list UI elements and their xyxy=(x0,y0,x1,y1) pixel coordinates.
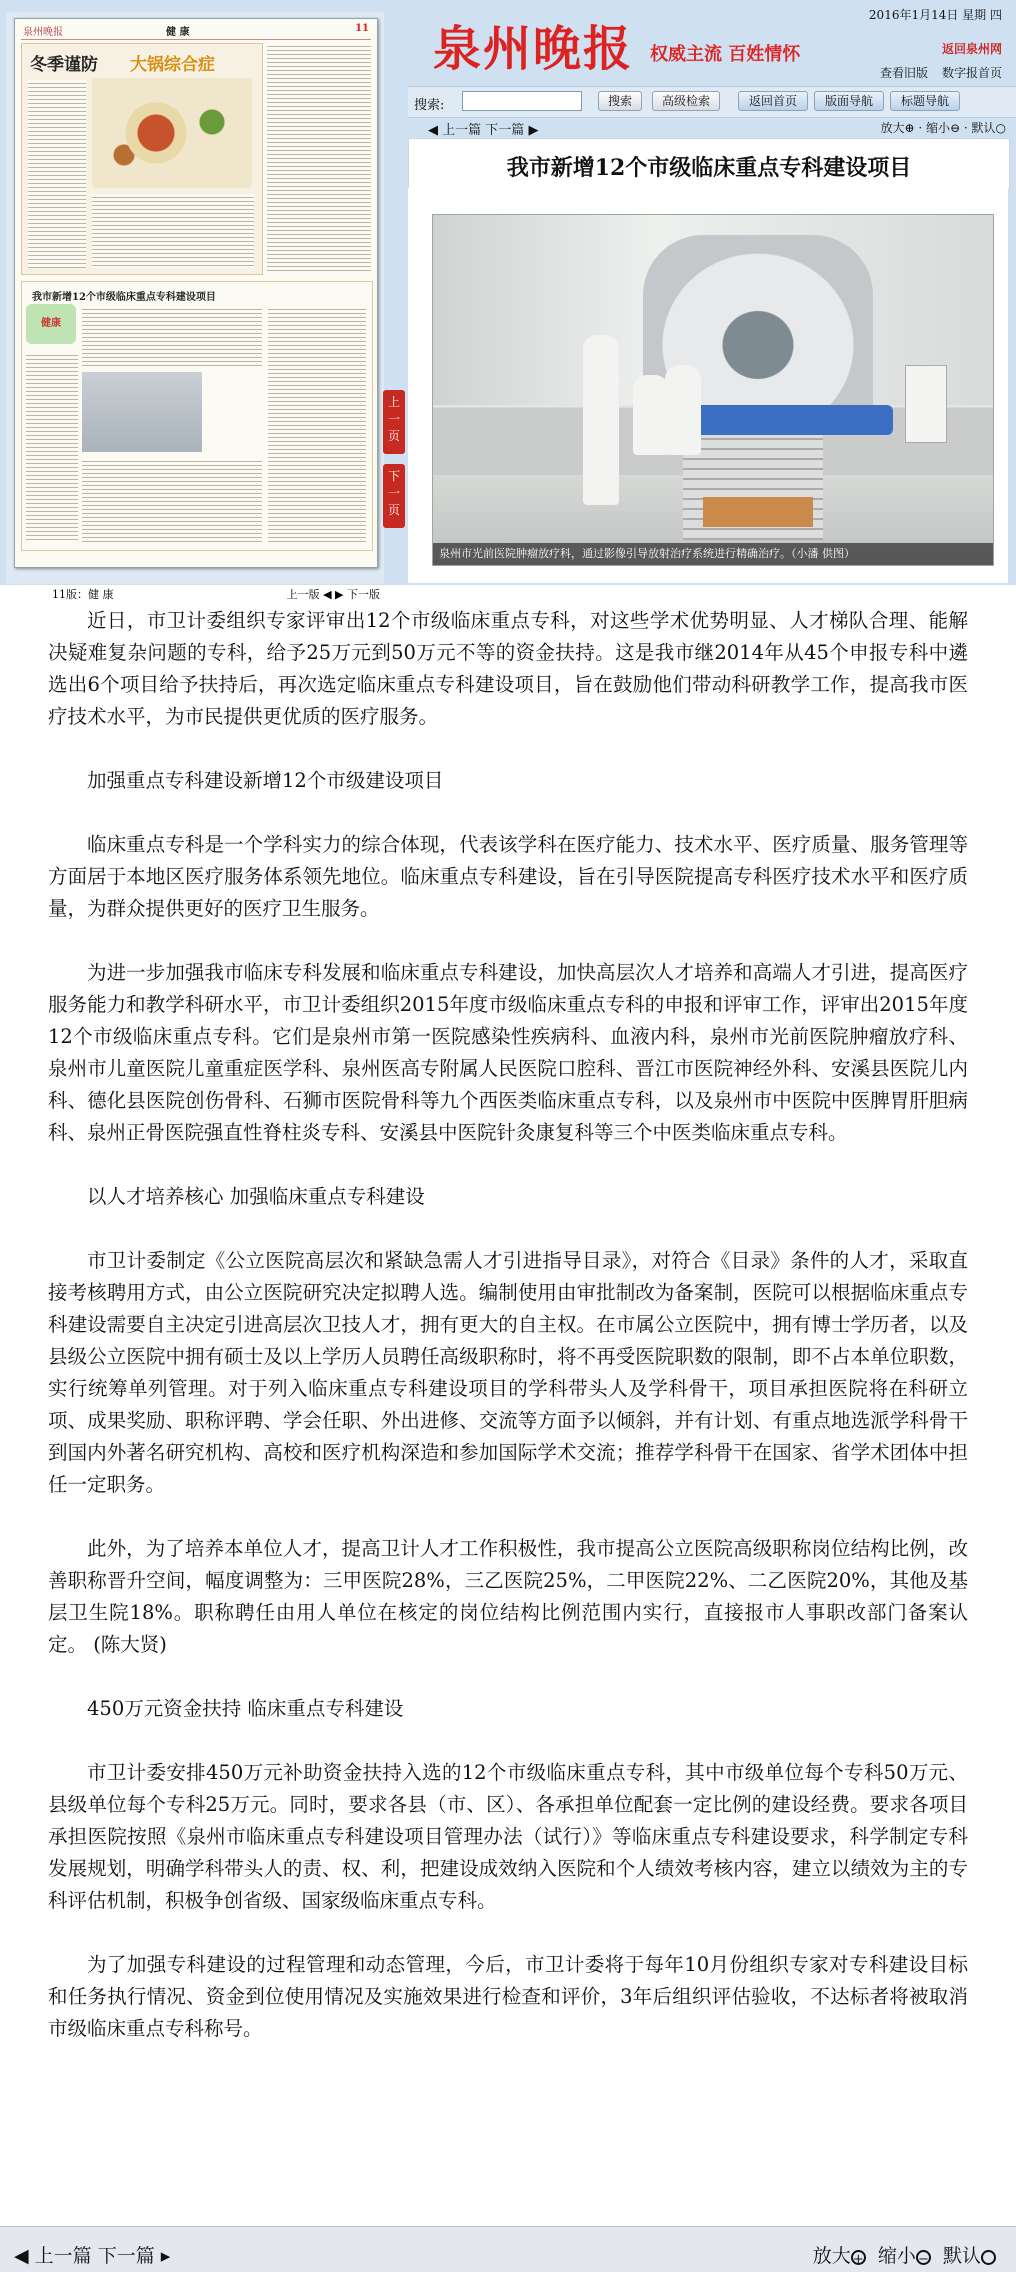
page-thumbnail[interactable] xyxy=(14,18,378,568)
thumb-story-title: 我市新增12个市级临床重点专科建设项目 xyxy=(32,292,216,303)
paragraph: 此外，为了培养本单位人才，提高卫计人才工作积极性，我市提高公立医院高级职称岗位结构比例，改善职称晋升空间，幅度调整为：三甲医院28%，三乙医院25%，二甲医院22%、二乙医院20%，其他及基层卫生院18%。职称聘任由用人单位在核定的岗位结构比例范围内实行，直接报市人事职改部门备案认定。 (陈大贤) xyxy=(48,1537,968,1656)
search-label: 搜索: xyxy=(414,98,445,113)
photo-caption: 泉州市光前医院肿瘤放疗科，通过影像引导放射治疗系统进行精确治疗。（小潘 供图） xyxy=(433,543,993,565)
minus-icon[interactable]: − xyxy=(916,2250,931,2265)
section-heading: 以人才培养核心 加强临床重点专科建设 xyxy=(87,1185,425,1208)
article-navbar xyxy=(408,116,1016,138)
thumb-text-column[interactable] xyxy=(267,43,371,273)
page-thumbnail-panel xyxy=(6,12,384,601)
thumb-section: 健 康 xyxy=(166,27,190,38)
thumb-text-column xyxy=(28,80,86,268)
thumb-masthead-logo: 泉州晚报 xyxy=(23,27,63,38)
title-nav-button[interactable]: 标题导航 xyxy=(890,91,960,111)
page-version-label: 11版：健 康 xyxy=(52,588,114,601)
prev-page-link[interactable]: 上一版 xyxy=(286,588,320,601)
next-article-link[interactable]: 下一篇 xyxy=(485,123,525,138)
zoom-out-button[interactable]: 缩小 xyxy=(925,121,950,135)
advanced-search-button[interactable]: 高级检索 xyxy=(652,91,720,111)
issue-date: 2016年1月14日 星期 四 xyxy=(868,8,1002,22)
thumb-story-block[interactable] xyxy=(21,281,373,551)
zoom-in-button[interactable]: 放大 xyxy=(880,121,905,135)
thumb-story-photo xyxy=(82,372,202,452)
bottom-zoom-in-button[interactable]: 放大 xyxy=(812,2245,851,2267)
thumb-masthead xyxy=(21,23,371,40)
paragraph: 市卫计委制定《公立医院高层次和紧缺急需人才引进指导目录》，对符合《目录》条件的人才，采取直接考核聘用方式，由公立医院研究决定拟聘人选。编制使用由审批制改为备案制，医院可以根据临床重点专科建设需要自主决定引进高层次卫技人才，拥有更大的自主权。在市属公立医院中，拥有博士学历者，以及县级公立医院中拥有硕士及以上学历人员聘任高级职称时，将不再受医院职数的限制，即不占本单位职数，实行统筹单列管理。对于列入临床重点专科建设项目的学科带头人及学科骨干，项目承担医院将在科研立项、成果奖励、职称评聘、学会任职、外出进修、交流等方面予以倾斜，并有计划、有重点地选派学科骨干到国内外著名研究机构、高校和医疗机构深造和参加国际学术交流；推荐学科骨干在国家、省学术团体中担任一定职务。 xyxy=(48,1249,968,1496)
photo-cabinet xyxy=(905,365,947,443)
bottom-bar xyxy=(0,2226,1016,2272)
thumb-feature-block[interactable] xyxy=(21,43,263,275)
search-bar xyxy=(408,86,1016,118)
bottom-default-button[interactable]: 默认 xyxy=(942,2245,981,2267)
paragraph: 临床重点专科是一个学科实力的综合体现，代表该学科在医疗能力、技术水平、医疗质量、服务管理等方面居于本地区医疗服务体系领先地位。临床重点专科建设，旨在引导医院提高专科医疗技术水平和医疗质量，为群众提供更好的医疗卫生服务。 xyxy=(48,833,968,920)
next-page-link[interactable]: 下一版 xyxy=(347,588,380,601)
view-old-link[interactable]: 查看旧版 xyxy=(879,66,928,80)
photo-stool xyxy=(703,497,813,527)
bottom-next-article-link[interactable]: 下一篇 xyxy=(97,2245,155,2267)
paragraph: 近日，市卫计委组织专家评审出12个市级临床重点专科，对这些学术优势明显、人才梯队合理、能解决疑难复杂问题的专科，给予25万元到50万元不等的资金扶持。这是我市继2014年从45个申报专科中遴选出6个项目给予扶持后，再次选定临床重点专科建设项目，旨在鼓励他们带动科研教学工作，提高我市医疗技术水平，为市民提供更优质的医疗服务。 xyxy=(48,609,968,728)
zoom-controls: 放大⊕ · 缩小⊖ · 默认○ xyxy=(880,121,1006,135)
photo-box xyxy=(408,188,1008,583)
plus-icon[interactable]: + xyxy=(851,2250,866,2265)
headline-box xyxy=(408,138,1010,190)
photo-doctor xyxy=(583,335,619,505)
thumb-text-column xyxy=(268,306,366,542)
article-body xyxy=(48,605,968,2045)
thumb-health-badge: 健康 xyxy=(26,304,76,344)
bottom-zoom-out-button[interactable]: 缩小 xyxy=(877,2245,916,2267)
thumb-text-column xyxy=(82,306,262,368)
next-page-button[interactable]: 下一页 xyxy=(383,464,405,528)
prev-page-button[interactable]: 上一页 xyxy=(383,390,405,454)
page-nav-button[interactable]: 版面导航 xyxy=(814,91,884,111)
search-input[interactable] xyxy=(462,91,582,111)
thumb-feature-subtitle: 大锅综合症 xyxy=(130,55,215,75)
photo-doctor xyxy=(633,375,669,455)
photo-doctor xyxy=(665,365,701,455)
thumb-footer xyxy=(42,586,382,600)
article-title: 我市新增12个市级临床重点专科建设项目 xyxy=(506,155,912,181)
zoom-default-button[interactable]: 默认 xyxy=(971,121,996,135)
paragraph: 市卫计委安排450万元补助资金扶持入选的12个市级临床重点专科，其中市级单位每个专科50万元、县级单位每个专科25万元。同时，要求各县（市、区）、各承担单位配套一定比例的建设经费。要求各项目承担医院按照《泉州市临床重点专科建设项目管理办法（试行）》等临床重点专科建设要求，科学制定专科发展规划，明确学科带头人的责、权、利，把建设成效纳入医院和个人绩效考核内容，建立以绩效为主的专科评估机制，积极争创省级、国家级临床重点专科。 xyxy=(48,1761,968,1912)
thumb-food-image xyxy=(92,78,252,188)
back-to-site-link[interactable]: 返回泉州网 xyxy=(941,42,1002,56)
thumb-page-number: 11 xyxy=(355,23,369,34)
digital-home-link[interactable]: 数字报首页 xyxy=(941,66,1002,80)
bottom-zoom-controls xyxy=(813,2241,996,2268)
back-home-button[interactable]: 返回首页 xyxy=(738,91,808,111)
circle-icon[interactable] xyxy=(981,2250,996,2265)
search-button[interactable]: 搜索 xyxy=(598,91,642,111)
section-heading: 加强重点专科建设新增12个市级建设项目 xyxy=(87,769,444,792)
paragraph: 为进一步加强我市临床专科发展和临床重点专科建设，加快高层次人才培养和高端人才引进，提高医疗服务能力和教学科研水平，市卫计委组织2015年度市级临床重点专科的申报和评审工作，评审出2015年度12个市级临床重点专科。它们是泉州市第一医院感染性疾病科、血液内科，泉州市光前医院肿瘤放疗科、泉州市儿童医院儿童重症医学科、泉州医高专附属人民医院口腔科、晋江市医院神经外科、安溪县医院儿内科、德化县医院创伤骨科、石狮市医院骨科等九个西医类临床重点专科，以及泉州市中医院中医脾胃肝胆病科、泉州正骨医院强直性脊柱炎专科、安溪县中医院针灸康复科等三个中医类临床重点专科。 xyxy=(48,961,968,1144)
thumb-text-column xyxy=(82,458,262,542)
brand-slogan: 权威主流 百姓情怀 xyxy=(650,44,801,65)
paragraph: 为了加强专科建设的过程管理和动态管理，今后，市卫计委将于每年10月份组织专家对专科建设目标和任务执行情况、资金到位使用情况及实施效果进行检查和评价，3年后组织评估验收，不达标者将被取消市级临床重点专科称号。 xyxy=(48,1953,968,2040)
brand-logo[interactable]: 泉州晚报 xyxy=(433,21,634,77)
bottom-prev-article-link[interactable]: 上一篇 xyxy=(34,2245,92,2267)
thumb-text-column xyxy=(26,352,78,542)
section-heading: 450万元资金扶持 临床重点专科建设 xyxy=(87,1697,404,1720)
page-nav: 上一版 ◀ ▶ 下一版 xyxy=(286,588,380,601)
bottom-prev-next: ◀ 上一篇 下一篇 ▸ xyxy=(14,2245,171,2267)
article-photo[interactable] xyxy=(432,214,994,566)
article-prev-next: ◀ 上一篇 下一篇 ▶ xyxy=(428,123,539,138)
prev-article-link[interactable]: 上一篇 xyxy=(442,123,482,138)
thumb-text-column xyxy=(92,194,254,268)
thumb-feature-title: 冬季谨防 xyxy=(30,55,98,75)
